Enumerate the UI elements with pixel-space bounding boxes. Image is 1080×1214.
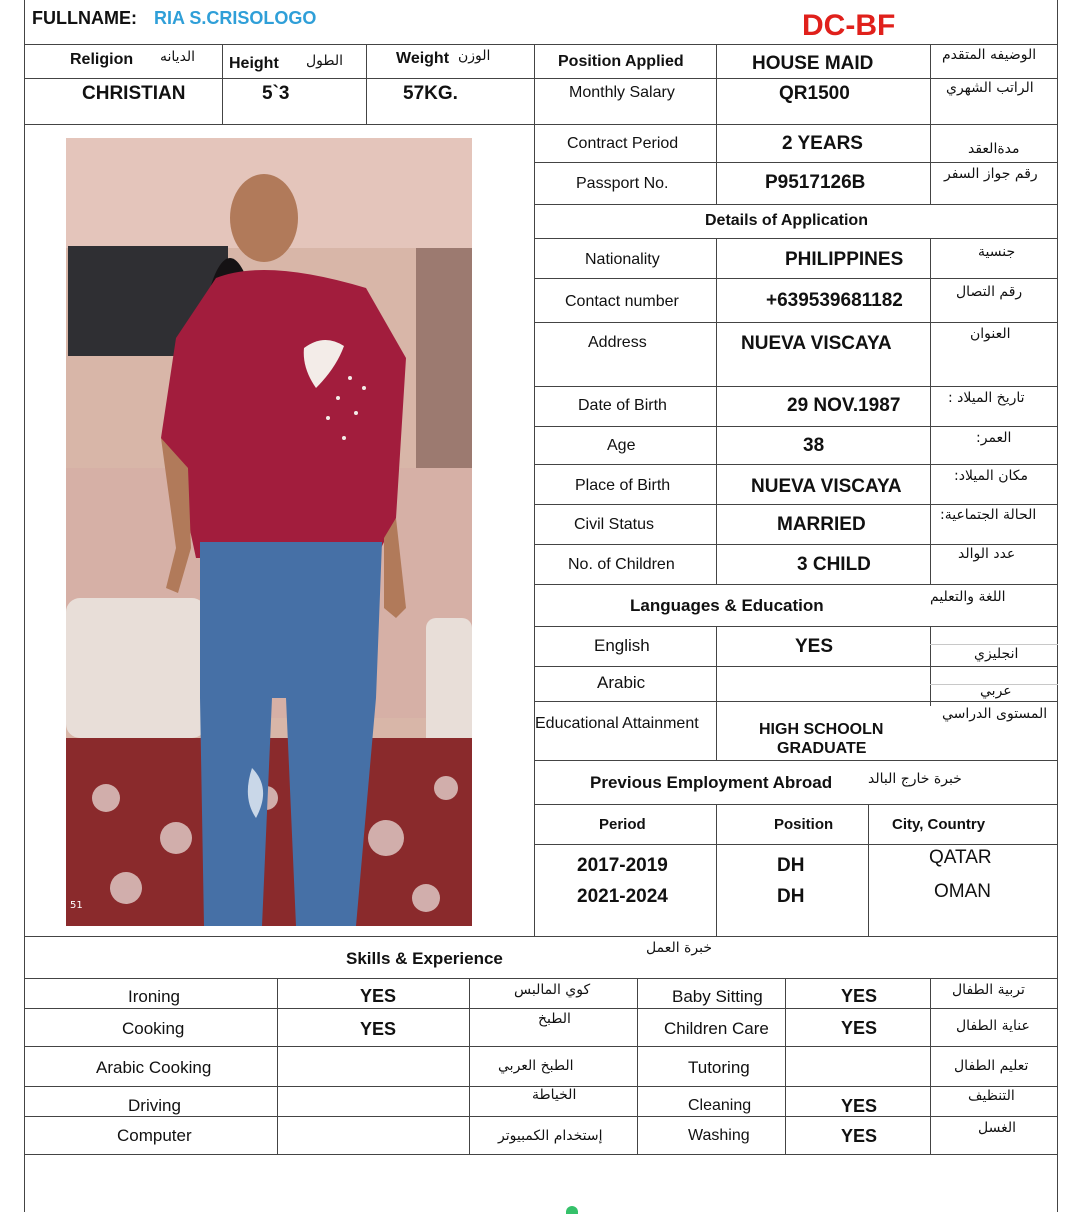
arabic-label: Arabic xyxy=(597,673,646,692)
skill-label-ar: عناية الطفال xyxy=(956,1018,1030,1034)
education-value-line1: HIGH SCHOOLN xyxy=(759,721,884,738)
age-value: 38 xyxy=(803,435,825,456)
languages-title-ar: اللغة والتعليم xyxy=(930,589,1006,605)
page-indicator-dot xyxy=(566,1206,578,1214)
pob-label: Place of Birth xyxy=(575,477,671,494)
skill-label: Ironing xyxy=(128,987,180,1006)
dob-label: Date of Birth xyxy=(578,397,667,414)
fullname-label: FULLNAME: xyxy=(32,8,137,28)
skills-title-ar: خبرة العمل xyxy=(646,940,712,956)
civil-status-value: MARRIED xyxy=(777,514,866,535)
contact-label-ar: رقم التصال xyxy=(956,284,1023,300)
skill-label-ar: كوي المالبس xyxy=(514,982,591,998)
english-label-ar: انجليزي xyxy=(974,646,1019,662)
photo-illustration xyxy=(66,138,472,926)
employment-title: Previous Employment Abroad xyxy=(590,773,833,792)
details-section-title: Details of Application xyxy=(705,212,868,229)
weight-value: 57KG. xyxy=(403,83,458,104)
skill-value: YES xyxy=(841,986,878,1006)
skill-label: Computer xyxy=(117,1126,192,1145)
photo-corner-mark: 51 xyxy=(70,900,83,911)
employment-position: DH xyxy=(777,855,805,876)
children-label: No. of Children xyxy=(568,556,675,573)
skill-label: Tutoring xyxy=(688,1058,750,1077)
address-label-ar: العنوان xyxy=(970,326,1011,342)
education-value-line2: GRADUATE xyxy=(777,740,867,757)
skill-label: Arabic Cooking xyxy=(96,1058,212,1077)
contact-label: Contact number xyxy=(565,293,679,310)
nationality-label: Nationality xyxy=(585,251,660,268)
skill-label-ar: الطبخ xyxy=(538,1011,571,1027)
age-label: Age xyxy=(607,437,636,454)
address-label: Address xyxy=(588,334,647,351)
children-value: 3 CHILD xyxy=(797,554,871,575)
position-value: HOUSE MAID xyxy=(752,53,874,74)
skill-label-ar: إستخدام الكمبيوتر xyxy=(498,1128,603,1144)
skill-label-ar: تعليم الطفال xyxy=(954,1058,1029,1074)
contract-value: 2 YEARS xyxy=(782,133,863,154)
fullname-value: RIA S.CRISOLOGO xyxy=(154,8,317,28)
skill-label: Cooking xyxy=(122,1019,185,1038)
passport-label: Passport No. xyxy=(576,175,669,192)
salary-value: QR1500 xyxy=(779,83,850,104)
contract-label: Contract Period xyxy=(567,135,679,152)
civil-status-label-ar: الحالة الجتماعية: xyxy=(940,507,1037,523)
height-label-ar: الطول xyxy=(306,53,344,69)
english-value: YES xyxy=(795,636,834,657)
skill-value: YES xyxy=(360,1019,397,1039)
nationality-label-ar: جنسية xyxy=(978,244,1016,260)
religion-label: Religion xyxy=(70,51,134,68)
religion-label-ar: الديانه xyxy=(160,49,196,65)
height-value: 5`3 xyxy=(262,83,290,104)
address-value: NUEVA VISCAYA xyxy=(741,333,892,354)
pob-label-ar: مكان الميلاد: xyxy=(954,468,1029,484)
arabic-label-ar: عربي xyxy=(980,683,1012,699)
skill-label: Cleaning xyxy=(688,1097,752,1114)
employment-title-ar: خبرة خارج البالد xyxy=(868,771,962,787)
weight-label-ar: الوزن xyxy=(458,48,491,64)
height-label: Height xyxy=(229,55,279,72)
weight-label: Weight xyxy=(396,50,450,67)
civil-status-label: Civil Status xyxy=(574,516,655,533)
skill-value: YES xyxy=(841,1126,878,1146)
skill-label-ar: تربية الطفال xyxy=(952,982,1025,998)
skill-label-ar: الغسل xyxy=(978,1120,1017,1136)
education-label-ar: المستوى الدراسي xyxy=(942,706,1048,722)
religion-value: CHRISTIAN xyxy=(82,83,186,104)
employment-col-city: City, Country xyxy=(892,816,986,833)
contact-value: +639539681182 xyxy=(766,290,903,311)
skill-value: YES xyxy=(841,1096,878,1116)
dob-value: 29 NOV.1987 xyxy=(787,395,901,416)
languages-title: Languages & Education xyxy=(630,596,824,615)
passport-value: P9517126B xyxy=(765,172,866,193)
skill-label: Baby Sitting xyxy=(672,987,763,1006)
age-label-ar: العمر: xyxy=(976,430,1012,446)
skill-label-ar: الطبخ العربي xyxy=(498,1058,574,1074)
employment-country: OMAN xyxy=(934,881,991,902)
pob-value: NUEVA VISCAYA xyxy=(751,476,902,497)
skill-value: YES xyxy=(841,1018,878,1038)
passport-label-ar: رقم جواز السفر xyxy=(944,166,1038,182)
employment-col-period: Period xyxy=(599,816,646,833)
salary-label-ar: الراتب الشهري xyxy=(946,80,1034,96)
employment-position: DH xyxy=(777,886,805,907)
children-label-ar: عدد الوالد xyxy=(958,546,1016,562)
education-label: Educational Attainment xyxy=(535,715,699,732)
skill-label: Children Care xyxy=(664,1019,769,1038)
applicant-photo xyxy=(66,138,472,926)
employment-period: 2021-2024 xyxy=(577,886,668,907)
position-label-ar: الوضيفه المتقدم xyxy=(942,47,1037,63)
skill-label: Driving xyxy=(128,1096,181,1115)
skill-value: YES xyxy=(360,986,397,1006)
employment-period: 2017-2019 xyxy=(577,855,668,876)
dob-label-ar: تاريخ الميلاد : xyxy=(948,390,1025,406)
employment-col-position: Position xyxy=(774,816,834,833)
skills-title: Skills & Experience xyxy=(346,949,503,968)
skill-label-ar: التنظيف xyxy=(968,1088,1015,1104)
nationality-value: PHILIPPINES xyxy=(785,249,904,270)
skill-label-ar: الخياطة xyxy=(532,1087,577,1103)
skill-label: Washing xyxy=(688,1127,750,1144)
reference-code: DC-BF xyxy=(802,9,896,42)
salary-label: Monthly Salary xyxy=(569,84,675,101)
contract-label-ar: مدةالعقد xyxy=(968,141,1020,157)
english-label: English xyxy=(594,636,650,655)
employment-country: QATAR xyxy=(929,847,992,868)
position-label: Position Applied xyxy=(558,53,684,70)
